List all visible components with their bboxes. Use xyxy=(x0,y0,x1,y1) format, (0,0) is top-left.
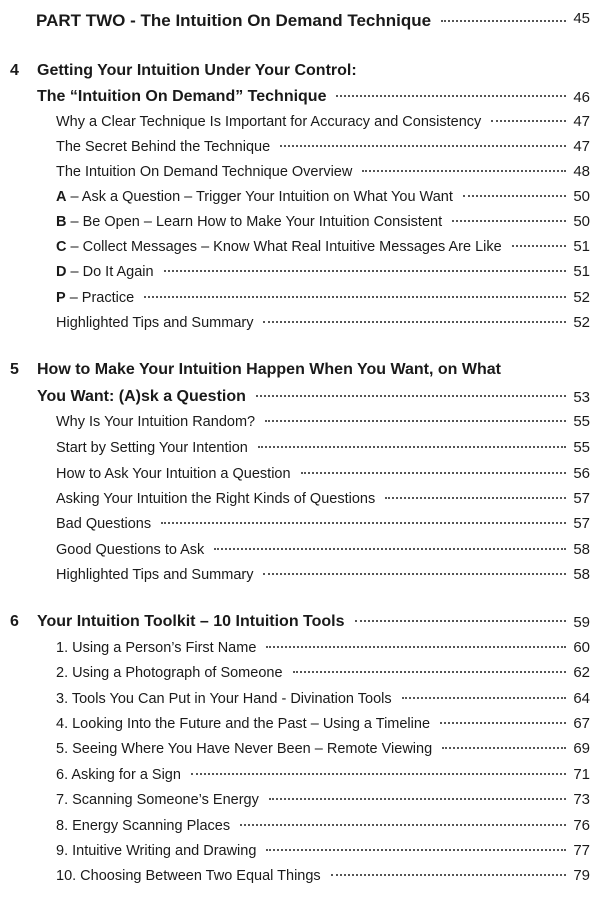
toc-entry[interactable] xyxy=(0,183,600,209)
toc-entry-page-number: 67 xyxy=(573,715,590,732)
part-title: PART TWO - The Intuition On Demand Technique xyxy=(36,11,432,30)
chapter-page-number: 46 xyxy=(573,89,590,106)
part-page-number: 45 xyxy=(573,10,590,27)
leader-dots xyxy=(266,646,566,648)
leader-dots xyxy=(331,874,566,876)
toc-entry-title: Asking Your Intuition the Right Kinds of Questions xyxy=(56,491,376,507)
toc-entry-line xyxy=(56,264,572,280)
toc-entry[interactable] xyxy=(0,659,600,685)
toc-entry[interactable] xyxy=(0,233,600,259)
toc-entry-page-number: 57 xyxy=(573,515,590,532)
toc-entry-title: Highlighted Tips and Summary xyxy=(56,315,254,331)
toc-entry-line xyxy=(56,542,572,558)
entry-letter: P xyxy=(56,290,66,306)
toc-entry-title: 8. Energy Scanning Places xyxy=(56,818,231,834)
toc-entry-title: A – Ask a Question – Trigger Your Intuition on What You Want xyxy=(56,189,453,205)
toc-entry-page-number: 52 xyxy=(573,289,590,306)
toc-entry-page-number: 47 xyxy=(573,113,590,130)
toc-entry[interactable] xyxy=(0,862,600,888)
toc-entry-page-number: 58 xyxy=(573,541,590,558)
toc-entry-title: B – Be Open – Learn How to Make Your Intuition Consistent xyxy=(56,214,443,230)
leader-dots xyxy=(263,573,566,575)
leader-dots xyxy=(463,195,566,197)
toc-entry[interactable] xyxy=(0,460,600,486)
toc-entry-line xyxy=(56,741,572,757)
toc-entry[interactable] xyxy=(0,108,600,134)
chapter-title-text: Getting Your Intuition Under Your Control: xyxy=(37,62,357,79)
toc-entry-page-number: 71 xyxy=(573,766,590,783)
toc-entry-line xyxy=(56,868,572,884)
toc-entry-line xyxy=(56,516,572,532)
leader-dots xyxy=(301,472,566,474)
toc-entry-page-number: 55 xyxy=(573,413,590,430)
toc-entry[interactable] xyxy=(0,434,600,460)
toc-entry-title: Start by Setting Your Intention xyxy=(56,440,248,456)
toc-entry-line xyxy=(56,466,572,482)
toc-entry-line xyxy=(56,716,572,732)
entry-letter: B xyxy=(56,214,67,230)
toc-entry-page-number: 51 xyxy=(573,263,590,280)
chapter-number: 4 xyxy=(10,62,19,79)
toc-entry-line xyxy=(56,139,572,155)
toc-entry-page-number: 47 xyxy=(573,138,590,155)
leader-dots xyxy=(144,296,566,298)
toc-entry-page-number: 50 xyxy=(573,188,590,205)
leader-dots xyxy=(442,747,566,749)
toc-entry[interactable] xyxy=(0,761,600,787)
toc-entry-title: 9. Intuitive Writing and Drawing xyxy=(56,843,257,859)
leader-dots xyxy=(265,420,566,422)
toc-entry[interactable] xyxy=(0,634,600,660)
toc-entry-title: 6. Asking for a Sign xyxy=(56,767,181,783)
toc-entry-title: Why Is Your Intuition Random? xyxy=(56,414,256,430)
toc-entry-page-number: 76 xyxy=(573,817,590,834)
toc-entry-page-number: 57 xyxy=(573,490,590,507)
chapter-title-line xyxy=(0,357,600,383)
toc-entry-title: Highlighted Tips and Summary xyxy=(56,567,254,583)
leader-dots xyxy=(385,497,566,499)
leader-dots xyxy=(191,773,566,775)
toc-entry[interactable] xyxy=(0,284,600,310)
toc-entry-title: How to Ask Your Intuition a Question xyxy=(56,466,291,482)
toc-entry[interactable] xyxy=(0,685,600,711)
toc-entry-line xyxy=(56,843,572,859)
toc-entry-line xyxy=(56,818,572,834)
chapter-number: 5 xyxy=(10,361,19,378)
toc-entry-title: The Intuition On Demand Technique Overview xyxy=(56,164,353,180)
leader-dots xyxy=(269,798,566,800)
toc-entry-line xyxy=(56,414,572,430)
toc-entry[interactable] xyxy=(0,710,600,736)
chapter-title-text: The “Intuition On Demand” Technique xyxy=(37,88,327,105)
toc-entry-page-number: 69 xyxy=(573,740,590,757)
toc-entry-line xyxy=(56,315,572,331)
toc-entry-page-number: 52 xyxy=(573,314,590,331)
toc-entry-page-number: 73 xyxy=(573,791,590,808)
leader-dots xyxy=(240,824,566,826)
toc-entry-page-number: 64 xyxy=(573,690,590,707)
toc-entry-line xyxy=(56,691,572,707)
toc-part-heading[interactable] xyxy=(0,5,600,31)
toc-entry-line xyxy=(56,491,572,507)
toc-entry-line xyxy=(56,640,572,656)
leader-dots xyxy=(355,620,566,622)
toc-entry-page-number: 48 xyxy=(573,163,590,180)
toc-entry-page-number: 50 xyxy=(573,213,590,230)
toc-entry-page-number: 51 xyxy=(573,238,590,255)
toc-entry-line xyxy=(56,214,572,230)
chapter-title-text: How to Make Your Intuition Happen When You Want, on What xyxy=(37,361,501,378)
toc-entry-page-number: 79 xyxy=(573,867,590,884)
leader-dots xyxy=(491,120,566,122)
toc-entry-title: 2. Using a Photograph of Someone xyxy=(56,665,283,681)
toc-entry-line xyxy=(56,189,572,205)
leader-dots xyxy=(164,270,566,272)
leader-dots xyxy=(214,548,566,550)
chapter-title-line xyxy=(37,613,572,631)
toc-entry-line xyxy=(56,114,572,130)
chapter-title-text: Your Intuition Toolkit – 10 Intuition Tools xyxy=(37,613,345,630)
toc-entry[interactable] xyxy=(0,258,600,284)
leader-dots xyxy=(293,671,566,673)
leader-dots xyxy=(336,95,566,97)
toc-entry-title: 5. Seeing Where You Have Never Been – Remote Viewing xyxy=(56,741,433,757)
toc-entry[interactable] xyxy=(0,735,600,761)
toc-entry-line xyxy=(56,164,572,180)
toc-entry-title: 3. Tools You Can Put in Your Hand - Divination Tools xyxy=(56,691,392,707)
chapter-title-line xyxy=(0,58,600,84)
toc-entry-page-number: 55 xyxy=(573,439,590,456)
entry-letter: A xyxy=(56,189,67,205)
toc-entry-line xyxy=(56,567,572,583)
toc-entry[interactable] xyxy=(0,133,600,159)
chapter-number: 6 xyxy=(10,613,19,630)
toc-entry[interactable] xyxy=(0,837,600,863)
toc-entry-title: D – Do It Again xyxy=(56,264,154,280)
toc-entry[interactable] xyxy=(0,408,600,434)
leader-dots xyxy=(362,170,566,172)
toc-entry[interactable] xyxy=(0,309,600,335)
leader-dots xyxy=(402,697,566,699)
toc-entry-title: Why a Clear Technique Is Important for Accuracy and Consistency xyxy=(56,114,482,130)
toc-entry-line xyxy=(56,767,572,783)
chapter-title-line xyxy=(37,388,572,406)
toc-entry-title: 1. Using a Person’s First Name xyxy=(56,640,257,656)
toc-entry-line xyxy=(56,290,572,306)
leader-dots xyxy=(263,321,566,323)
toc-entry-title: C – Collect Messages – Know What Real Intuitive Messages Are Like xyxy=(56,239,502,255)
chapter-heading[interactable] xyxy=(0,609,600,635)
leader-dots xyxy=(280,145,566,147)
toc-entry[interactable] xyxy=(0,208,600,234)
entry-letter: C xyxy=(56,239,67,255)
chapter-page-number: 59 xyxy=(573,614,590,631)
leader-dots xyxy=(440,722,566,724)
leader-dots xyxy=(258,446,566,448)
toc-entry[interactable] xyxy=(0,786,600,812)
toc-entry-title: 10. Choosing Between Two Equal Things xyxy=(56,868,321,884)
chapter-heading[interactable] xyxy=(0,384,600,410)
toc-entry[interactable] xyxy=(0,485,600,511)
chapter-title-line xyxy=(37,88,572,106)
toc-entry-page-number: 56 xyxy=(573,465,590,482)
toc-entry[interactable] xyxy=(0,536,600,562)
toc-entry-title: 4. Looking Into the Future and the Past – Using a Timeline xyxy=(56,716,431,732)
toc-entry-title: Bad Questions xyxy=(56,516,152,532)
toc-entry-line xyxy=(56,239,572,255)
toc-entry-title: Good Questions to Ask xyxy=(56,542,205,558)
leader-dots xyxy=(512,245,566,247)
toc-entry-title: P – Practice xyxy=(56,290,135,306)
toc-entry-page-number: 77 xyxy=(573,842,590,859)
leader-dots xyxy=(452,220,566,222)
leader-dots xyxy=(266,849,566,851)
leader-dots xyxy=(256,395,566,397)
toc-entry[interactable] xyxy=(0,561,600,587)
toc-entry-page-number: 62 xyxy=(573,664,590,681)
toc-entry-line xyxy=(56,792,572,808)
toc-entry[interactable] xyxy=(0,510,600,536)
chapter-title-text: You Want: (A)sk a Question xyxy=(37,388,246,405)
toc-entry-title: 7. Scanning Someone’s Energy xyxy=(56,792,259,808)
leader-dots xyxy=(161,522,566,524)
toc-entry-page-number: 58 xyxy=(573,566,590,583)
chapter-heading[interactable] xyxy=(0,84,600,110)
toc-entry-page-number: 60 xyxy=(573,639,590,656)
toc-entry[interactable] xyxy=(0,158,600,184)
toc-entry-line xyxy=(56,440,572,456)
toc-entry-line xyxy=(56,665,572,681)
leader-dots xyxy=(441,20,566,22)
toc-entry-title: The Secret Behind the Technique xyxy=(56,139,271,155)
toc-entry[interactable] xyxy=(0,812,600,838)
chapter-page-number: 53 xyxy=(573,389,590,406)
entry-letter: D xyxy=(56,264,67,280)
